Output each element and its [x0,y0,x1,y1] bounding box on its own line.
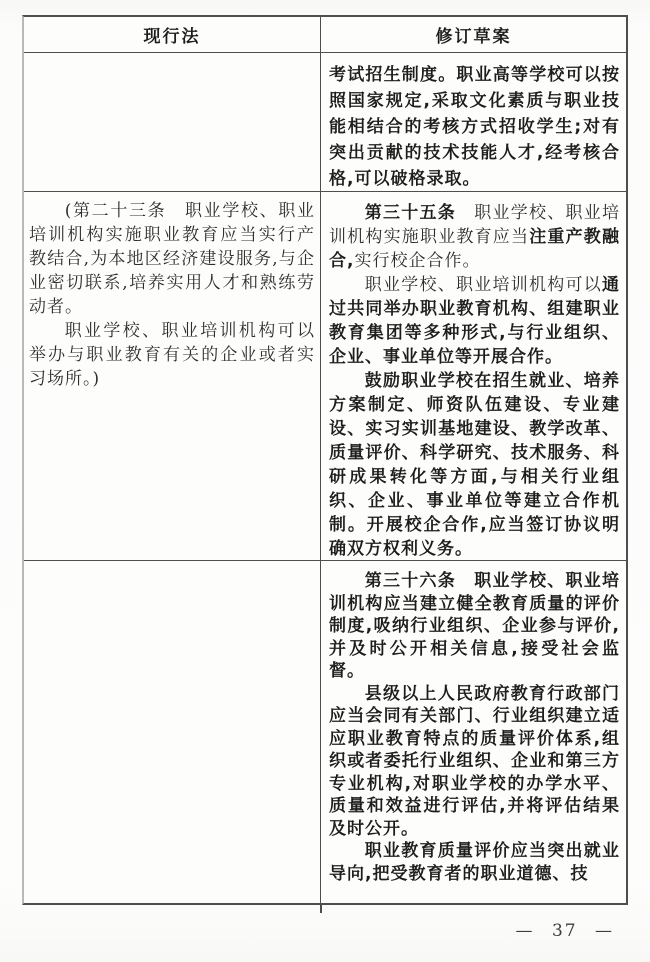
revised-text-run: 通过共同举办职业教育机构、组建职业教育集团等多种形式,与行业组织、企业、事业单位等开展合作。 [329,275,620,367]
revision-draft-cell-row3 [320,561,626,903]
revised-text-run: 鼓励职业学校在招生就业、培养方案制定、师资队伍建设、专业建设、实习实训基地建设、教学改革、质量评价、科学研究、技术服务、科研成果转化等方面,与相关行业组织、企业、事业单位等建立合作机制。开展校企合作,应当签订协议明确双方权利义务。 [329,371,620,559]
law-comparison-table [22,15,628,905]
paragraph [329,201,620,273]
page-number-label: — 37 — [515,921,614,941]
current-law-cell-row2 [24,192,320,561]
revised-text-run: 县级以上人民政府教育行政部门应当会同有关部门、行业组织建立适应职业教育特点的质量评价体系,组织或者委托行业组织、企业和第三方专业机构,对职业学校的办学水平、质量和效益进行评估,并将评估结果及时公开。 [329,683,620,839]
column-header-revision-draft [320,17,626,53]
original-text-run: 职业学校、职业培训机构可以 [364,275,602,295]
paragraph [329,570,620,683]
column-header-current-law [24,17,320,53]
paragraph [329,273,620,369]
revised-text-run: 第三十六条 职业学校、职业培训机构应当建立健全教育质量的评价制度,吸纳行业组织、企业参与评价,并及时公开相关信息,接受社会监督。 [329,571,620,681]
revision-draft-cell-row1 [320,53,626,192]
revised-text-run: 职业教育质量评价应当突出就业导向,把受教育者的职业道德、技 [329,841,620,884]
original-text-run: (第二十三条 职业学校、职业培训机构实施职业教育应当实行产教结合,为本地区经济建设服务,与企业密切联系,培养实用人才和熟练劳动者。 [29,201,315,317]
current-law-cell-row1 [24,53,320,192]
paragraph [329,369,620,561]
paragraph [329,683,620,841]
revision-draft-cell-row2 [320,192,626,561]
original-text-run: 职业学校、职业培训机构可以举办与职业教育有关的企业或者实习场所。) [29,321,315,389]
paragraph [329,62,620,192]
revised-text-run: 考试招生制度。职业高等学校可以按照国家规定,采取文化素质与职业技能相结合的考核方式招收学生;对有突出贡献的技术技能人才,经考核合格,可以破格录取。 [329,65,620,189]
revised-text-run: 第三十五条 [364,203,456,223]
paragraph [329,840,620,885]
table-divider-tail [320,905,322,913]
paragraph [29,319,315,391]
column-header-current-law-label: 现行法 [143,27,201,47]
revised-text-run: 注重产教融合, [329,227,621,271]
original-text-run: 实行校企合作。 [354,251,481,271]
current-law-cell-row3 [24,561,320,903]
original-text-run: 职业学校、职业培训机构实施职业教育应当 [329,203,621,247]
page-number [516,921,614,941]
paragraph [29,199,315,319]
column-header-revision-draft-label: 修订草案 [435,27,512,47]
